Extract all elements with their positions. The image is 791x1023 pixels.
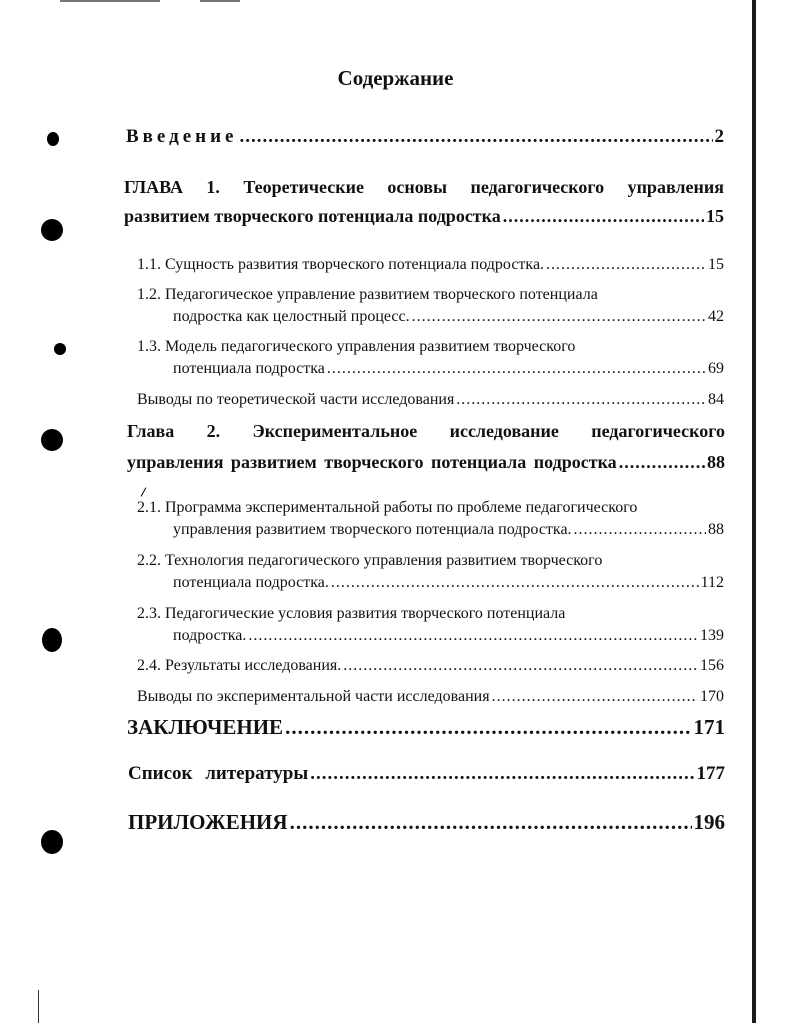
chapter1-page: 15 [706,206,724,226]
chapter2-page: 88 [707,452,725,472]
section-text: потенциала подростка. [173,574,329,591]
punch-hole [42,628,62,652]
dot-leader [331,574,699,592]
section-text: управления развитием творческого потенциала подростка. [173,521,572,538]
section-text: потенциала подростка [173,360,325,377]
chapter2-title-line2 [127,452,725,473]
dot-leader [248,627,698,645]
scan-edge-left [38,990,39,1023]
section-page: 42 [708,308,724,325]
conclusion-label: ЗАКЛЮЧЕНИЕ [127,715,284,739]
toc-section-2-4 [137,657,724,675]
punch-hole [41,429,63,451]
scan-smudge [60,0,160,2]
toc-intro [126,126,724,148]
section-page: 170 [700,688,724,705]
dot-leader [343,657,698,675]
dot-leader [546,256,706,274]
toc-section-1-3-line1: 1.3. Модель педагогического управления развитием творческого [137,338,576,355]
dot-leader [290,810,692,835]
toc-chapter2-conclusion [137,688,724,706]
toc-intro-label: Введение [126,126,238,147]
toc-appendix [128,810,725,835]
references-page: 177 [696,763,725,784]
dot-leader [310,763,694,785]
toc-section-2-1-line1: 2.1. Программа экспериментальной работы по проблеме педагогического [137,499,638,516]
toc-section-1-2-line2 [173,308,724,326]
section-text: 2.4. Результаты исследования. [137,657,342,674]
toc-section-2-3-line2 [173,627,724,645]
toc-references [128,763,725,785]
toc-section-2-2-line1: 2.2. Технология педагогического управления развитием творческого [137,552,603,569]
punch-hole [54,343,66,355]
references-label: Список литературы [128,763,309,784]
section-text: Выводы по экспериментальной части исследования [137,688,490,705]
section-page: 69 [708,360,724,377]
section-text: 1.1. Сущность развития творческого потенциала подростка. [137,256,545,273]
toc-conclusion [127,715,725,740]
dot-leader [327,360,706,378]
chapter1-title-text: развитием творческого потенциала подростка [124,206,501,226]
punch-hole [47,132,59,146]
chapter1-title-line2 [124,206,724,227]
section-page: 156 [700,657,724,674]
appendix-page: 196 [693,810,725,834]
chapter2-title-text: управления развитием творческого потенциала подростка [127,452,617,472]
dot-leader [412,308,706,326]
dot-leader [503,206,704,227]
punch-hole [41,830,63,854]
toc-section-2-1-line2 [173,521,724,539]
toc-section-1-2-line1: 1.2. Педагогическое управление развитием творческого потенциала [137,286,598,303]
section-text: Выводы по теоретической части исследования [137,391,455,408]
dot-leader [456,391,706,409]
section-page: 84 [708,391,724,408]
punch-hole [41,219,63,241]
toc-section-1-3-line2 [173,360,724,378]
toc-intro-page: 2 [714,126,724,147]
toc-section-2-3-line1: 2.3. Педагогические условия развития творческого потенциала [137,605,566,622]
section-page: 139 [700,627,724,644]
section-page: 112 [700,574,724,591]
scan-smudge [200,0,240,2]
conclusion-page: 171 [693,715,725,739]
section-text: подростка как целостный процесс. [173,308,410,325]
toc-section-2-2-line2 [173,574,724,592]
dot-leader [240,126,713,148]
scan-edge [752,0,756,1023]
dot-leader [285,715,691,740]
chapter2-title-line1: Глава 2. Экспериментальное исследование педагогического [127,421,725,441]
dot-leader [574,521,706,539]
section-text: подростка. [173,627,247,644]
scan-mark [141,487,147,496]
chapter1-title-line1: ГЛАВА 1. Теоретические основы педагогического управления [124,177,724,197]
page-title: Содержание [337,66,454,90]
section-page: 88 [708,521,724,538]
appendix-label: ПРИЛОЖЕНИЯ [128,810,288,834]
section-page: 15 [708,256,724,273]
dot-leader [619,452,705,473]
dot-leader [492,688,698,706]
toc-section-1-1 [137,256,724,274]
toc-chapter1-conclusion [137,391,724,409]
